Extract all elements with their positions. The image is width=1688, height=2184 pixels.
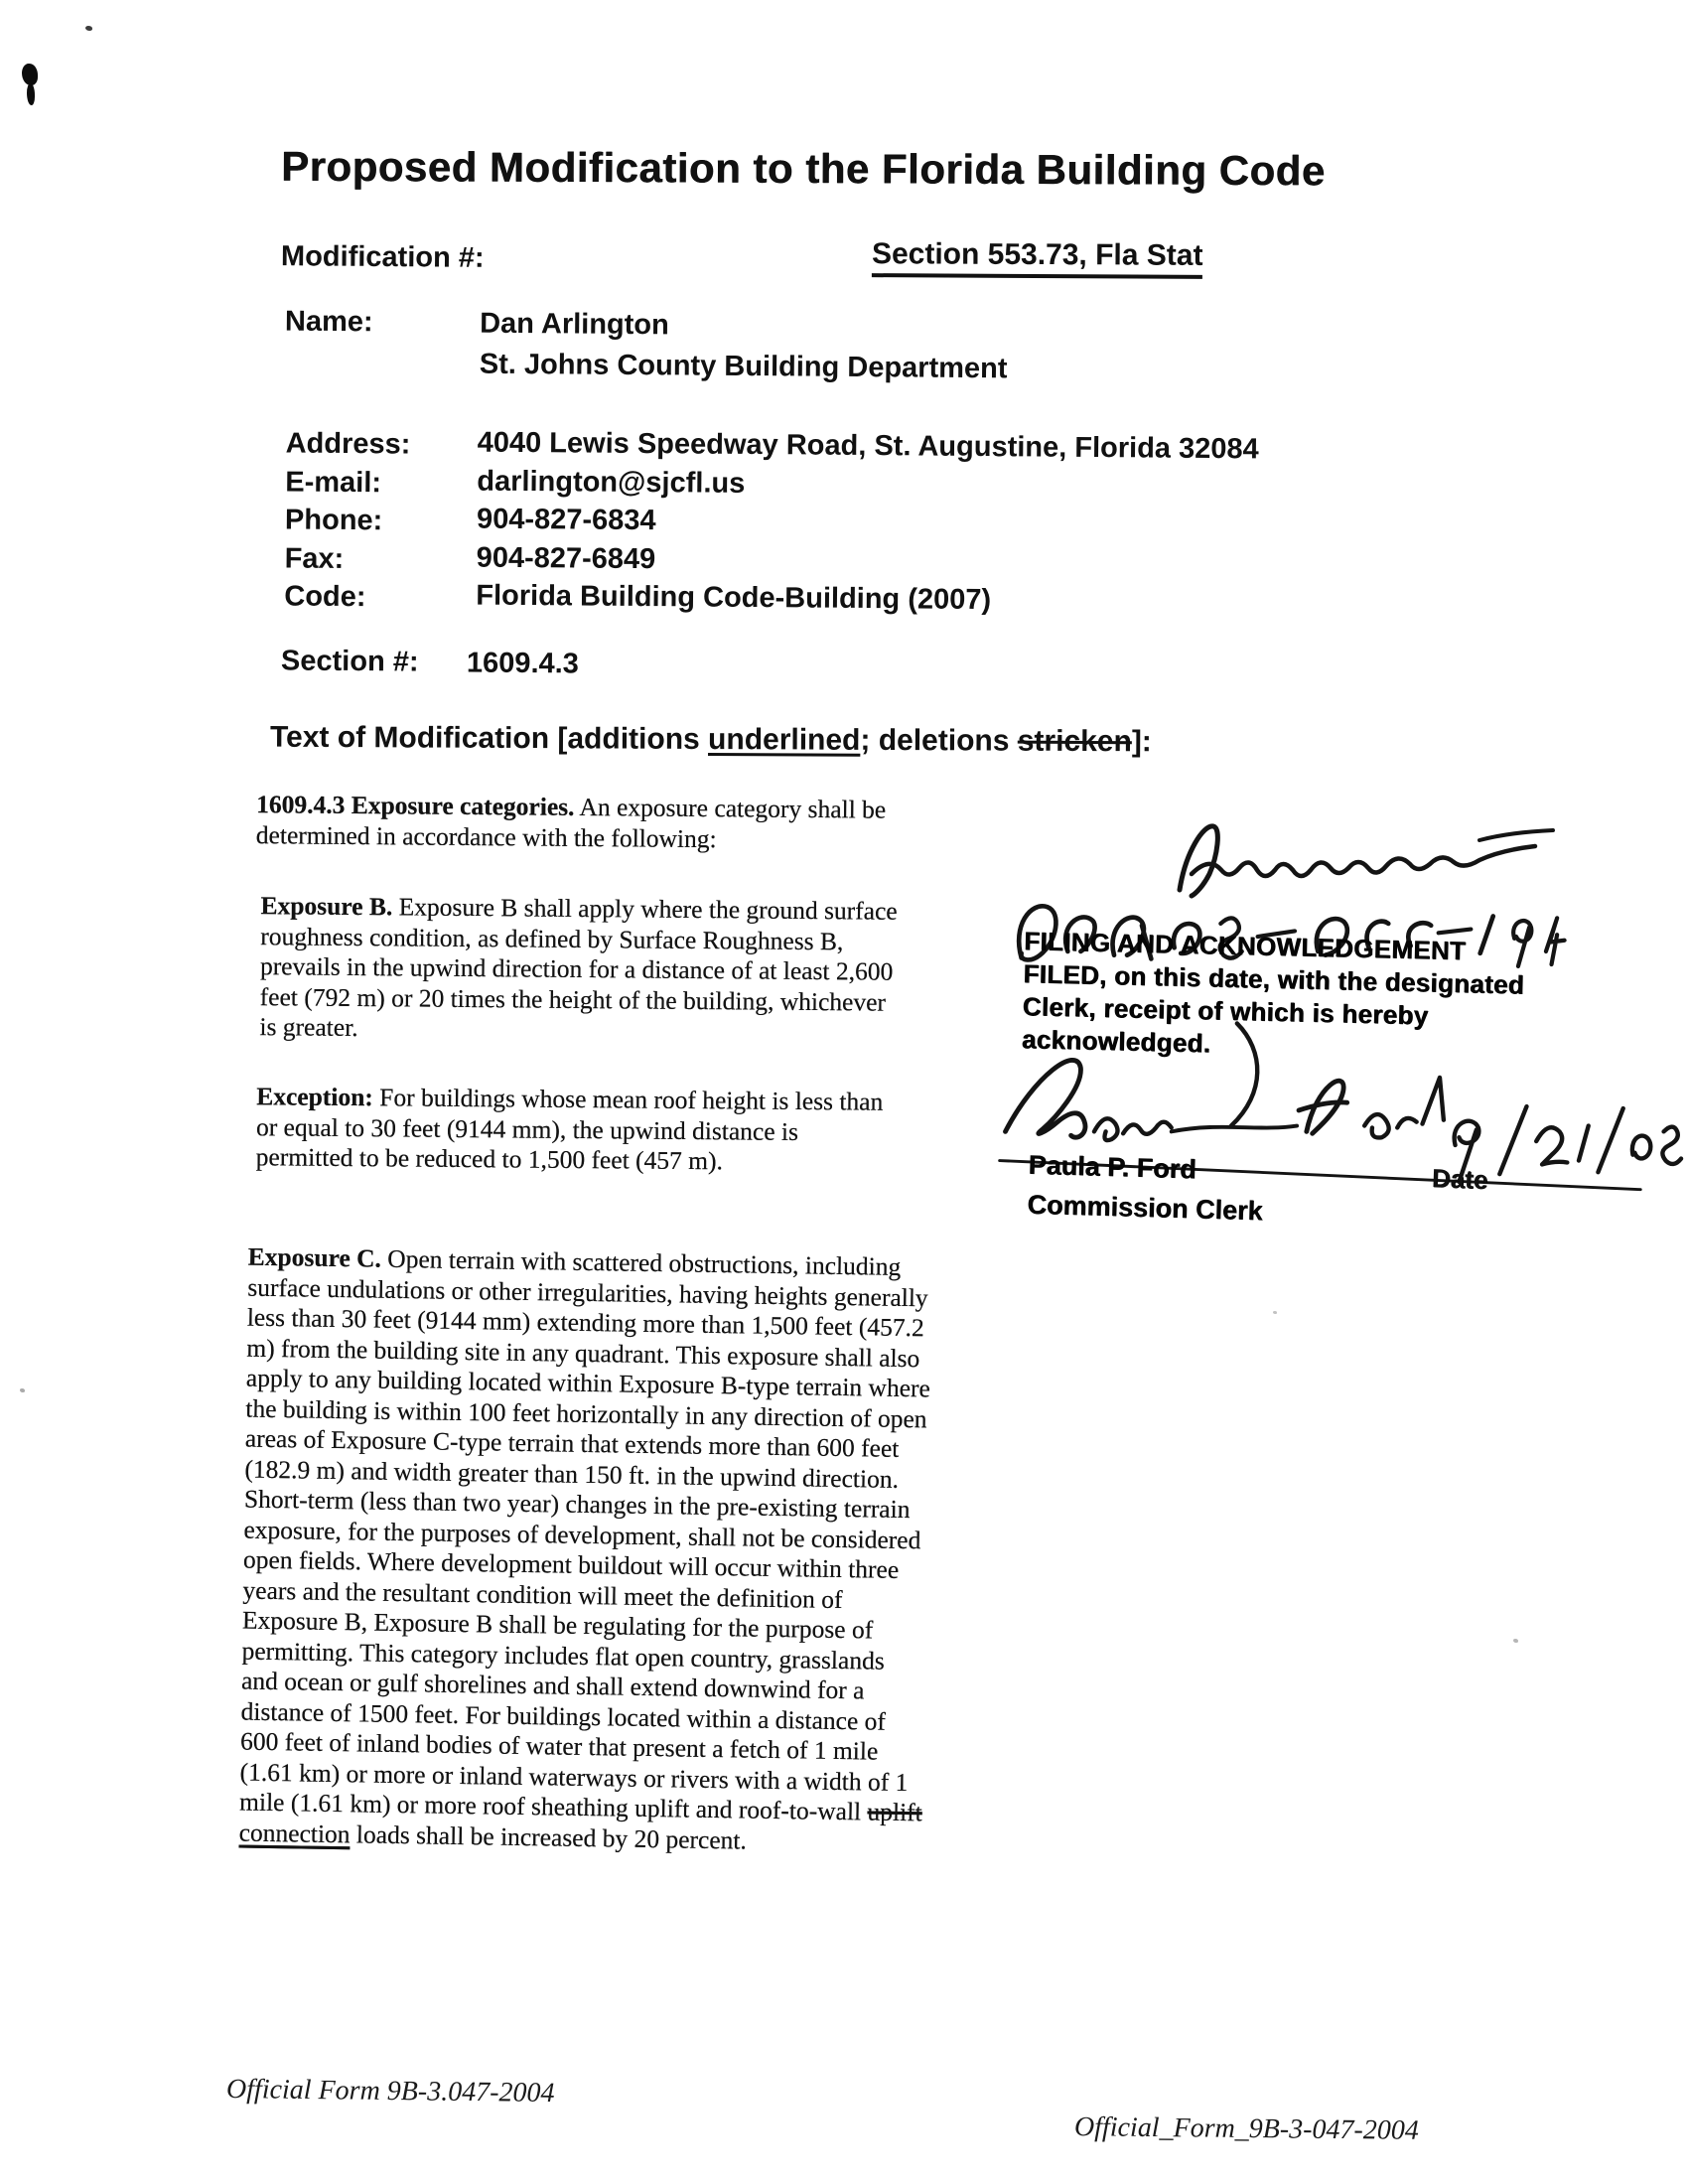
exposure-c-underlined-word: connection — [238, 1818, 351, 1848]
ink-blot — [22, 64, 38, 85]
heading-mid: ; deletions — [860, 723, 1018, 758]
heading-suffix: ]: — [1131, 725, 1152, 759]
code-label: Code: — [284, 580, 366, 614]
clerk-title: Commission Clerk — [1027, 1189, 1263, 1227]
ink-speck — [20, 1388, 25, 1392]
ink-speck — [85, 26, 92, 31]
exception-text: For buildings whose mean roof height is less than or equal to 30 feet (9144 mm), the upwind distance is permitted to be reduced to 1,500 feet (457 m). — [255, 1083, 884, 1176]
paragraph-lead-bold: 1609.4.3 Exposure categories. — [256, 790, 575, 821]
phone-value: 904-827-6834 — [476, 503, 656, 537]
ink-speck — [1513, 1639, 1518, 1643]
text-of-modification-heading — [270, 721, 1152, 760]
paragraph-exposure-b — [259, 891, 906, 1048]
applicant-organization: St. Johns County Building Department — [479, 348, 1008, 385]
email-value: darlington@sjcfl.us — [477, 465, 746, 500]
applicant-name: Dan Arlington — [480, 307, 669, 342]
name-label: Name: — [284, 305, 373, 339]
ink-blot — [27, 83, 35, 105]
exposure-c-lead: Exposure C. — [247, 1241, 382, 1273]
paragraph-exposure-categories — [256, 790, 913, 856]
email-label: E-mail: — [285, 465, 382, 499]
paragraph-lead-rest: An exposure category shall be determined in accordance with the following: — [255, 792, 887, 853]
heading-underlined-word: underlined — [708, 722, 861, 757]
paragraph-exposure-c — [238, 1242, 932, 1859]
page-title: Proposed Modification to the Florida Building Code — [280, 142, 1326, 195]
modification-number-label: Modification #: — [280, 240, 485, 274]
exposure-b-text: Exposure B shall apply where the ground surface roughness condition, as defined by Surface Roughness B, prevails in the upwind direction for a distance of at least 2,600 feet (792 m) or 20 times the height of the building, whichever is greater. — [259, 892, 898, 1043]
paragraph-exception — [256, 1082, 893, 1178]
fax-label: Fax: — [284, 541, 345, 575]
statute-section-reference: Section 553.73, Fla Stat — [872, 237, 1203, 279]
heading-stricken-word: stricken — [1017, 724, 1132, 759]
clerk-name: Paula P. Ford — [1028, 1149, 1197, 1185]
stamp-line-1: FILING AND ACKNOWLEDGEMENT — [1023, 926, 1467, 966]
contact-labels — [284, 424, 410, 617]
name-value — [480, 304, 1008, 390]
clerk-signature-block — [1027, 1145, 1264, 1232]
exposure-c-stricken-word: uplift — [867, 1797, 922, 1827]
contact-values — [476, 424, 1259, 622]
date-label: Date — [1431, 1163, 1488, 1195]
ink-speck — [1273, 1311, 1277, 1314]
handwritten-date-transcription — [1489, 1102, 1492, 1103]
section-number-value: 1609.4.3 — [466, 647, 580, 680]
exception-lead: Exception: — [256, 1082, 373, 1112]
section-number-label: Section #: — [280, 645, 419, 678]
phone-label: Phone: — [284, 504, 383, 537]
footer-form-number-left: Official Form 9B-3.047-2004 — [225, 2073, 555, 2110]
stamp-line-2: FILED, on this date, with the designated — [1023, 958, 1525, 1000]
exposure-c-body: Open terrain with scattered obstructions, including surface undulations or other irregularities, having heights generally less than 30 feet (9144 mm) extending more than 1,500 feet (457.2 m) from the building site in any quadrant. This exposure shall also apply to any building located within Exposure B-type terrain where the building is within 100 feet horizontally in any direction of open areas of Exposure C-type terrain that extends more than 600 feet (182.9 m) and width greater than 150 ft. in the upwind direction. Short-term (less than two year) changes in the pre-existing terrain exposure, for the purposes of development, shall not be considered open fields. Where development buildout will occur within three years and the resultant condition will meet the definition of Exposure B, Exposure B shall be regulating for the purpose of permitting. This category includes flat open country, grasslands and ocean or gulf shorelines and shall extend downwind for a distance of 1500 feet. For buildings located within a distance of 600 feet of inland bodies of water that present a fetch of 1 mile (1.61 km) or more or inland waterways or rivers with a width of 1 mile (1.61 km) or more roof sheathing uplift and roof-to-wall — [238, 1243, 931, 1826]
address-value: 4040 Lewis Speedway Road, St. Augustine, Florida 32084 — [477, 426, 1259, 466]
footer-form-number-right: Official_Form_9B-3-047-2004 — [1073, 2111, 1420, 2146]
code-value: Florida Building Code-Building (2007) — [476, 579, 992, 617]
exposure-b-lead: Exposure B. — [260, 891, 393, 922]
address-label: Address: — [285, 427, 411, 461]
fax-value: 904-827-6849 — [476, 541, 656, 575]
heading-prefix: Text of Modification [additions — [269, 720, 709, 756]
stamp-line-4: acknowledged. — [1021, 1024, 1211, 1059]
exposure-c-tail: loads shall be increased by 20 percent. — [350, 1819, 748, 1855]
stamp-line-3: Clerk, receipt of which is hereby — [1022, 991, 1429, 1031]
